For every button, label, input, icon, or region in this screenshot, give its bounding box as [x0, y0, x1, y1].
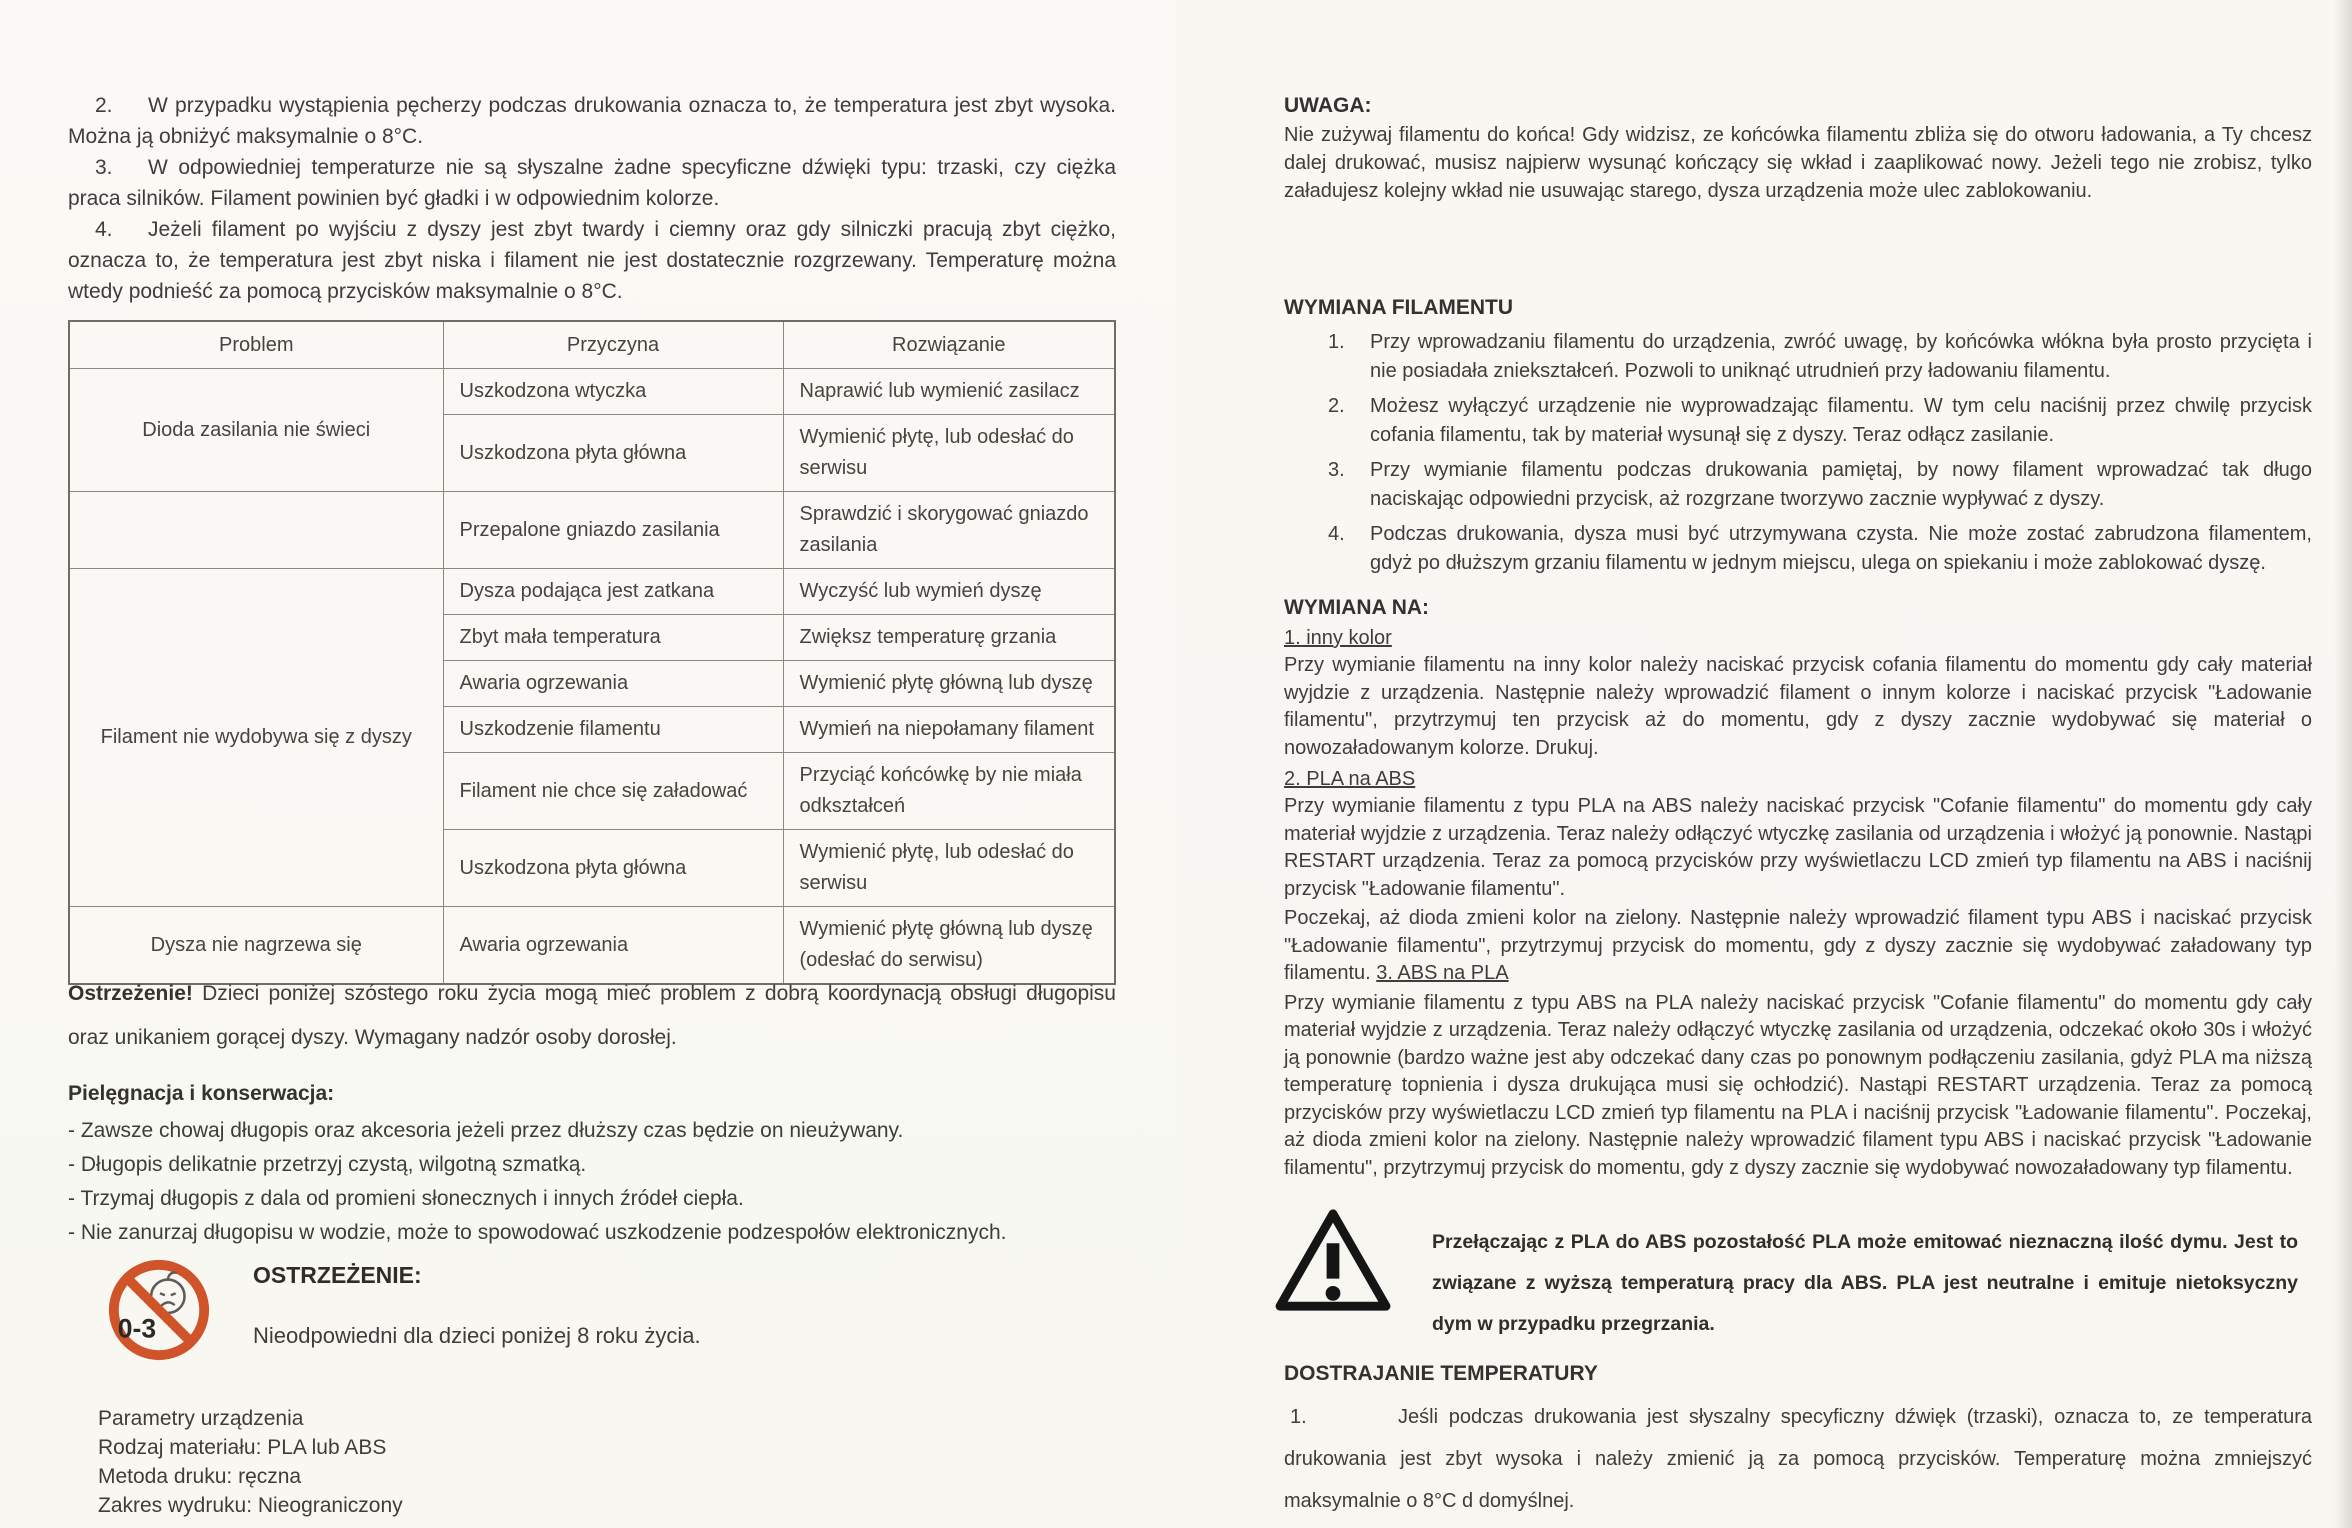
cause-cell: Uszkodzenie filamentu: [443, 707, 783, 753]
cause-cell: Przepalone gniazdo zasilania: [443, 492, 783, 569]
params-line: Zakres wydruku: Nieograniczony: [98, 1494, 403, 1517]
solution-cell: Naprawić lub wymienić zasilacz: [783, 369, 1115, 415]
solution-cell: Zwiększ temperaturę grzania: [783, 615, 1115, 661]
problem-cell: Dysza nie nagrzewa się: [69, 907, 443, 985]
swap-paragraph-pla-abs: Przy wymianie filamentu z typu PLA na ABS należy naciskać przycisk "Cofanie filamentu" do momentu gdy cały materiał wyjdzie z urządzenia. Teraz należy odłączyć wtyczkę zasilania od urządzenia i włożyć ją ponownie. Nastąpi RESTART urządzenia. Teraz za pomocą przycisków przy wyświetlaczu LCD zmień typ filamentu na ABS i naciśnij przycisk "Ładowanie filamentu".: [1284, 795, 2312, 900]
swap-sub-pla-abs: 2. PLA na ABS: [1284, 768, 1416, 790]
age-warning-line: Nieodpowiedni dla dzieci poniżej 8 roku życia.: [253, 1323, 701, 1348]
intro-item-3: [68, 152, 1116, 214]
solution-cell: Wymienić płytę główną lub dyszę (odesłać do serwisu): [783, 907, 1115, 985]
age-warning-text: [253, 1254, 701, 1349]
table-row: [69, 569, 1115, 615]
params-line: Metoda druku: ręczna: [98, 1465, 302, 1488]
cause-cell: Awaria ogrzewania: [443, 661, 783, 707]
solution-cell: Wymienić płytę, lub odesłać do serwisu: [783, 830, 1115, 907]
paragraph-text: Poczekaj, aż dioda zmieni kolor na zielony. Następnie należy wprowadzić filament typu ABS i naciskać przycisk "Ładowanie filamentu", przytrzymuj przycisk do momentu, gdy z dyszy zacznie się wydobywać załadowany typ filamentu.: [1284, 907, 2312, 984]
swap-paragraph-color: Przy wymianie filamentu na inny kolor należy naciskać przycisk cofania filamentu do momentu gdy cały materiał wyjdzie z urządzenia. Następnie należy wprowadzić filament o innym kolorze i naciskać przycisk "Ładowanie filamentu", przytrzymuj ten przycisk aż do momentu, gdy z dyszy zacznie wydobywać się materiał o nowozaładowanym kolorze. Drukuj.: [1284, 654, 2312, 759]
item-number: 4.: [95, 218, 113, 241]
cause-cell: Uszkodzona wtyczka: [443, 369, 783, 415]
cause-cell: Uszkodzona płyta główna: [443, 830, 783, 907]
list-item: [1328, 328, 2312, 386]
params-title: Parametry urządzenia: [98, 1407, 304, 1430]
age-warning-block: [105, 1254, 1005, 1366]
care-title: Pielęgnacja i konserwacja:: [68, 1082, 335, 1105]
list-item: [1328, 456, 2312, 514]
item-number: 1.: [1328, 331, 1345, 353]
filament-replacement-title: WYMIANA FILAMENTU: [1284, 296, 1514, 319]
table-row: [69, 369, 1115, 415]
age-restriction-icon: [105, 1254, 213, 1366]
item-text: W przypadku wystąpienia pęcherzy podczas drukowania oznacza to, że temperatura jest zbyt wysoka. Można ją obniżyć maksymalnie o 8°C.: [68, 94, 1116, 148]
item-text: Jeżeli filament po wyjściu z dyszy jest zbyt twardy i ciemny oraz gdy silniczki pracują zbyt ciężko, oznacza to, że temperatura jest zbyt niska i filament nie jest dostatecznie rozgrzewany. Temperaturę można wtedy podnieść za pomocą przycisków maksymalnie o 8°C.: [68, 218, 1116, 303]
problem-cell: [69, 492, 443, 569]
cause-cell: Filament nie chce się załadować: [443, 753, 783, 830]
temperature-item: [1284, 1396, 2312, 1522]
solution-cell: Przyciąć końcówkę by nie miała odkształceń: [783, 753, 1115, 830]
problem-cell: Dioda zasilania nie świeci: [69, 369, 443, 492]
warning-lead: Ostrzeżenie!: [68, 982, 193, 1005]
filament-replacement-list: [1284, 328, 2312, 578]
device-parameters: [98, 1404, 798, 1520]
swap-title: WYMIANA NA:: [1284, 596, 1430, 619]
warning-triangle-icon: [1272, 1206, 1394, 1314]
intro-item-2: [68, 90, 1116, 152]
scan-edge-shadow: [2334, 0, 2352, 1528]
item-text: Podczas drukowania, dysza musi być utrzymywana czysta. Nie może zostać zabrudzona filamentem, gdyż po dłuższym grzaniu filamentu w jednym miejscu, ulega on spiekaniu i może zablokować dyszę.: [1370, 523, 2312, 574]
care-item: - Długopis delikatnie przetrzyj czystą, wilgotną szmatką.: [68, 1153, 587, 1176]
table-header-row: [69, 321, 1115, 369]
table-row: [69, 492, 1115, 569]
cause-cell: Awaria ogrzewania: [443, 907, 783, 985]
item-number: 3.: [95, 156, 113, 179]
swap-paragraph-abs-pla: Przy wymianie filamentu z typu ABS na PLA należy naciskać przycisk "Cofanie filamentu" do momentu gdy cały materiał wyjdzie z urządzenia. Teraz należy odłączyć wtyczkę zasilania od urządzenia, odczekać około 30s i włożyć ją ponownie (bardzo ważne jest aby odczekać dany czas po ponownym podłączeniu zasilania, gdyż PLA ma niższą temperaturę topnienia i dysza drukująca musi się ochłodzić). Nastąpi RESTART urządzenia. Teraz za pomocą przycisków przy wyświetlaczu LCD zmień typ filamentu na PLA i naciśnij przycisk "Ładowanie filamentu". Poczekaj, aż dioda zmieni kolor na zielony. Następnie należy wprowadzić filament typu ABS i naciskać przycisk "Ładowanie filamentu", przytrzymuj przycisk do momentu, gdy z dyszy zacznie się wydobywać nowozaładowany typ filamentu.: [1284, 991, 2312, 1179]
swap-paragraph-wait: [1284, 905, 2312, 988]
age-range-label: 0-3: [117, 1313, 157, 1344]
params-line: Rodzaj materiału: PLA lub ABS: [98, 1436, 387, 1459]
uwaga-paragraph: Nie zużywaj filamentu do końca! Gdy widzisz, ze końcówka filamentu zbliża się do otworu ładowania, a Ty chcesz dalej drukować, musisz najpierw wysunąć kończący się wkład i zaaplikować nowy. Jeżeli tego nie zrobisz, tylko załadujesz kolejny wkład nie usuwając starego, dysza urządzenia może ulec zablokowaniu.: [1284, 124, 2312, 202]
care-item: - Zawsze chowaj długopis oraz akcesoria jeżeli przez dłuższy czas będzie on nieużywany.: [68, 1119, 904, 1142]
filament-swap-section: [1284, 596, 2312, 1184]
item-number: 3.: [1328, 459, 1345, 481]
care-item: - Trzymaj długopis z dala od promieni słonecznych i innych źródeł ciepła.: [68, 1187, 744, 1210]
column-header-solution: Rozwiązanie: [783, 321, 1115, 369]
list-item: [1328, 392, 2312, 450]
list-item: [1328, 520, 2312, 578]
intro-item-4: [68, 214, 1116, 307]
intro-numbered-items: [68, 90, 1116, 307]
warning-text: Dzieci poniżej szóstego roku życia mogą mieć problem z dobrą koordynacją obsługi długopisu oraz unikaniem gorącej dyszy. Wymagany nadzór osoby dorosłej.: [68, 982, 1116, 1049]
column-header-problem: Problem: [69, 321, 443, 369]
troubleshooting-table: [68, 320, 1116, 985]
solution-cell: Wymień na niepołamany filament: [783, 707, 1115, 753]
temperature-tuning-section: [1284, 1362, 2312, 1522]
right-page: [1176, 0, 2352, 1528]
cause-cell: Zbyt mała temperatura: [443, 615, 783, 661]
care-section: [68, 1082, 1116, 1250]
solution-cell: Wyczyść lub wymień dyszę: [783, 569, 1115, 615]
age-warning-title: OSTRZEŻENIE:: [253, 1262, 422, 1288]
cause-cell: Dysza podająca jest zatkana: [443, 569, 783, 615]
supervision-warning-paragraph: [68, 972, 1116, 1060]
smoke-warning-text: Przełączając z PLA do ABS pozostałość PLA może emitować nieznaczną ilość dymu. Jest to związane z wyższą temperaturą pracy dla ABS. PLA jest neutralne i emituje nietoksyczny dym w przypadku przegrzania.: [1432, 1230, 2298, 1335]
item-text: W odpowiedniej temperaturze nie są słyszalne żadne specyficzne dźwięki typu: trzaski, czy ciężka praca silników. Filament powinien być gładki i w odpowiednim kolorze.: [68, 156, 1116, 210]
item-text: Jeśli podczas drukowania jest słyszalny specyficzny dźwięk (trzaski), oznacza to, ze temperatura drukowania jest zbyt wysoka i należy zmienić ją za pomocą przycisków. Temperaturę można zmniejszyć maksymalnie o 8°C d domyślnej.: [1284, 1406, 2312, 1512]
smoke-warning-block: [1272, 1202, 2312, 1364]
uwaga-title: UWAGA:: [1284, 94, 1372, 117]
temperature-tuning-title: DOSTRAJANIE TEMPERATURY: [1284, 1362, 1598, 1385]
uwaga-section: [1284, 94, 2312, 205]
filament-replacement-section: [1284, 296, 2312, 584]
swap-sub-abs-pla: 3. ABS na PLA: [1376, 962, 1509, 984]
item-number: 1.: [1290, 1406, 1307, 1428]
solution-cell: Wymienić płytę, lub odesłać do serwisu: [783, 415, 1115, 492]
item-number: 4.: [1328, 523, 1345, 545]
item-text: Przy wprowadzaniu filamentu do urządzenia, zwróć uwagę, by końcówka włókna była prosto przycięta i nie posiadała zniekształceń. Pozwoli to uniknąć utrudnień przy ładowaniu filamentu.: [1370, 331, 2312, 382]
item-text: Możesz wyłączyć urządzenie nie wyprowadzając filamentu. W tym celu naciśnij przez chwilę przycisk cofania filamentu, tak by materiał wysunął się z dyszy. Teraz odłącz zasilanie.: [1370, 395, 2312, 446]
item-number: 2.: [1328, 395, 1345, 417]
item-text: Przy wymianie filamentu podczas drukowania pamiętaj, by nowy filament wprowadzać tak długo naciskając odpowiedni przycisk, aż rozgrzane tworzywo zacznie wypływać z dyszy.: [1370, 459, 2312, 510]
column-header-cause: Przyczyna: [443, 321, 783, 369]
solution-cell: Wymienić płytę główną lub dyszę: [783, 661, 1115, 707]
care-item: - Nie zanurzaj długopisu w wodzie, może to spowodować uszkodzenie podzespołów elektronicznych.: [68, 1221, 1007, 1244]
cause-cell: Uszkodzona płyta główna: [443, 415, 783, 492]
swap-sub-color: 1. inny kolor: [1284, 627, 1392, 649]
problem-cell: Filament nie wydobywa się z dyszy: [69, 569, 443, 907]
item-number: 2.: [95, 94, 113, 117]
solution-cell: Sprawdzić i skorygować gniazdo zasilania: [783, 492, 1115, 569]
